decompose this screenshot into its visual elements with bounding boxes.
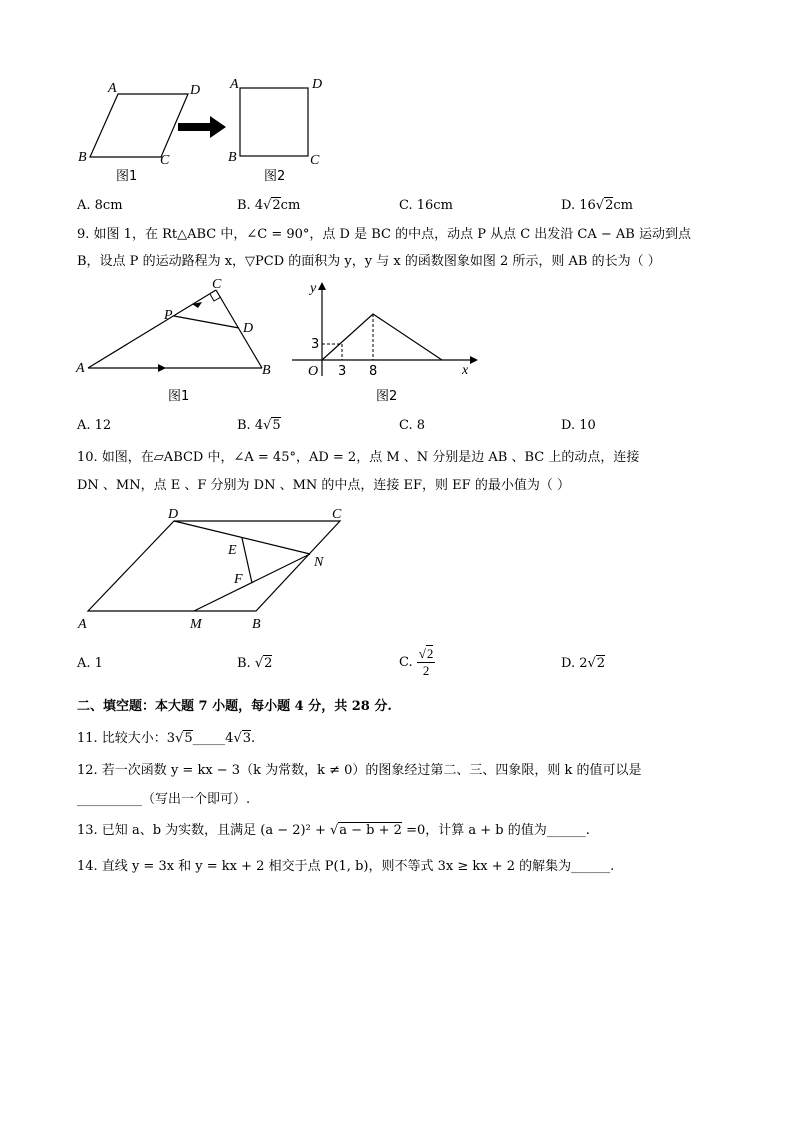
section2-title: 二、填空题：本大题 7 小题，每小题 4 分，共 28 分.: [77, 699, 392, 714]
fig1-label-c: C: [160, 153, 170, 168]
top-figures: [70, 72, 350, 190]
q10-label-n: N: [314, 555, 324, 570]
fig2-caption: 图2: [264, 169, 286, 184]
sqrt-icon: √: [263, 198, 272, 213]
sqrt-icon: √: [595, 198, 605, 213]
q9-option-c: C. 8: [399, 418, 426, 433]
q9-fig2-caption: 图2: [376, 389, 398, 404]
q12-line1: 12. 若一次函数 y = kx − 3（k 为常数，k ≠ 0）的图象经过第二、三、四象限，则 k 的值可以是: [77, 763, 642, 778]
fig2-label-b: B: [228, 150, 237, 165]
q10-line2: DN 、MN，点 E 、F 分别为 DN 、MN 的中点，连接 EF，则 EF 的最小值为（ ）: [77, 478, 570, 493]
sqrt-icon: √: [233, 731, 242, 746]
q10-option-b: [237, 656, 272, 671]
transform-arrow-icon: [178, 116, 226, 138]
q10-label-a: A: [78, 617, 87, 632]
q9-fig2-label-x: x: [462, 363, 469, 378]
q9-fig2-tick-x3: 3: [338, 364, 347, 379]
q11-line: [77, 730, 255, 748]
q10-label-f: F: [234, 572, 243, 587]
q9-fig1-label-b: B: [262, 363, 271, 378]
q11-suffix: .: [251, 731, 256, 746]
q9-fig1-label-c: C: [212, 277, 222, 292]
fig1-label-d: D: [190, 83, 201, 98]
q13-line: [77, 822, 590, 840]
q9-fig1-caption: 图1: [168, 389, 190, 404]
q10-label-d: D: [168, 507, 179, 522]
q9-option-b: [237, 418, 281, 433]
q11-blank: _____: [192, 731, 226, 746]
fig2-label-a: A: [230, 77, 239, 92]
q13-suffix: =0，计算 a + b 的值为______.: [401, 823, 590, 838]
q8-option-b-prefix: B. 4: [237, 198, 264, 213]
q10-option-d: [561, 656, 605, 671]
fig1-label-b: B: [78, 150, 87, 165]
q10-option-c-prefix: C.: [399, 655, 413, 670]
fig1-caption: 图1: [116, 169, 138, 184]
q10-label-m: M: [190, 617, 202, 632]
q9-line1: 9. 如图 1，在 Rt△ABC 中，∠C = 90°，点 D 是 BC 的中点，动点 P 从点 C 出发沿 CA − AB 运动到点: [77, 227, 691, 242]
q10-label-e: E: [228, 543, 237, 558]
sqrt-icon: √: [175, 731, 184, 746]
q10-label-c: C: [332, 507, 342, 522]
q9-fig2-label-o: O: [308, 364, 319, 379]
q8-option-d-root: 2: [605, 198, 614, 213]
q8-option-c: C. 16cm: [399, 198, 453, 213]
q11-mid: 4: [225, 731, 234, 746]
fig2-label-c: C: [310, 153, 320, 168]
q14-line: 14. 直线 y = 3x 和 y = kx + 2 相交于点 P(1, b)，则不等式 3x ≥ kx + 2 的解集为______.: [77, 859, 615, 874]
fig2-square: [240, 88, 308, 156]
fig1-label-a: A: [108, 81, 117, 96]
sqrt-icon: √: [587, 656, 596, 671]
q9-option-a: A. 12: [77, 418, 112, 433]
q8-option-a: A. 8cm: [77, 198, 123, 213]
direction-arrow-icon: [158, 364, 166, 372]
q8-option-d-unit: cm: [613, 198, 633, 213]
q9-line2: B，设点 P 的运动路程为 x，▽PCD 的面积为 y，y 与 x 的函数图象如图 2 所示，则 AB 的长为（ ）: [77, 254, 661, 269]
q8-option-b-root: 2: [272, 198, 281, 213]
q11-prefix: 11. 比较大小：3: [77, 731, 176, 746]
sqrt-icon: √: [263, 418, 272, 433]
q9-fig1-label-p: P: [164, 308, 173, 323]
q12-line2: __________（写出一个即可）.: [77, 792, 251, 807]
q9-option-b-root: 5: [272, 418, 281, 433]
fig2-label-d: D: [312, 77, 323, 92]
q13-prefix: 13. 已知 a、b 为实数，且满足 (a − 2)² +: [77, 823, 330, 838]
q8-option-b: [237, 198, 300, 213]
axis-arrow-icon: [470, 356, 478, 364]
q10-option-c-den: 2: [422, 663, 430, 678]
q9-option-d: D. 10: [561, 418, 596, 433]
q10-option-c: [399, 646, 435, 679]
q11-root2: 3: [242, 731, 252, 746]
q9-fig1-label-d: D: [243, 321, 254, 336]
q8-option-d-prefix: D. 16: [561, 198, 596, 213]
q10-option-a: A. 1: [77, 656, 103, 671]
q9-option-b-prefix: B. 4: [237, 418, 264, 433]
q10-option-c-fraction: [417, 646, 436, 679]
q8-option-d: [561, 198, 633, 213]
q9-fig2-graph: [292, 282, 478, 376]
sqrt-icon: √: [418, 646, 426, 661]
direction-arrow-icon: [192, 302, 202, 308]
q10-figure: [70, 500, 370, 636]
q9-fig1-label-a: A: [76, 361, 85, 376]
q10-line1: 10. 如图，在▱ABCD 中，∠A = 45°，AD = 2，点 M 、N 分别是边 AB 、BC 上的动点，连接: [77, 450, 640, 465]
axis-arrow-icon: [318, 282, 326, 290]
q10-option-d-prefix: D. 2: [561, 656, 588, 671]
q9-fig2-tick-x8: 8: [369, 364, 378, 379]
q8-option-b-unit: cm: [280, 198, 301, 213]
q10-option-b-prefix: B.: [237, 656, 251, 671]
q10-parallelogram: [88, 521, 340, 611]
q10-label-b: B: [252, 617, 261, 632]
sqrt-icon: √: [329, 823, 339, 838]
q13-root: a − b + 2: [339, 823, 402, 838]
q10-option-c-root: 2: [426, 646, 434, 661]
q9-fig2-label-y: y: [310, 281, 317, 296]
fig1-parallelogram: [90, 94, 188, 157]
q9-figures: [70, 276, 490, 408]
sqrt-icon: √: [254, 656, 264, 671]
q10-option-b-root: 2: [264, 656, 273, 671]
q9-fig1-triangle: [88, 290, 262, 372]
q10-option-d-root: 2: [596, 656, 606, 671]
q11-root1: 5: [184, 731, 193, 746]
q9-fig2-tick-y3: 3: [311, 337, 320, 352]
